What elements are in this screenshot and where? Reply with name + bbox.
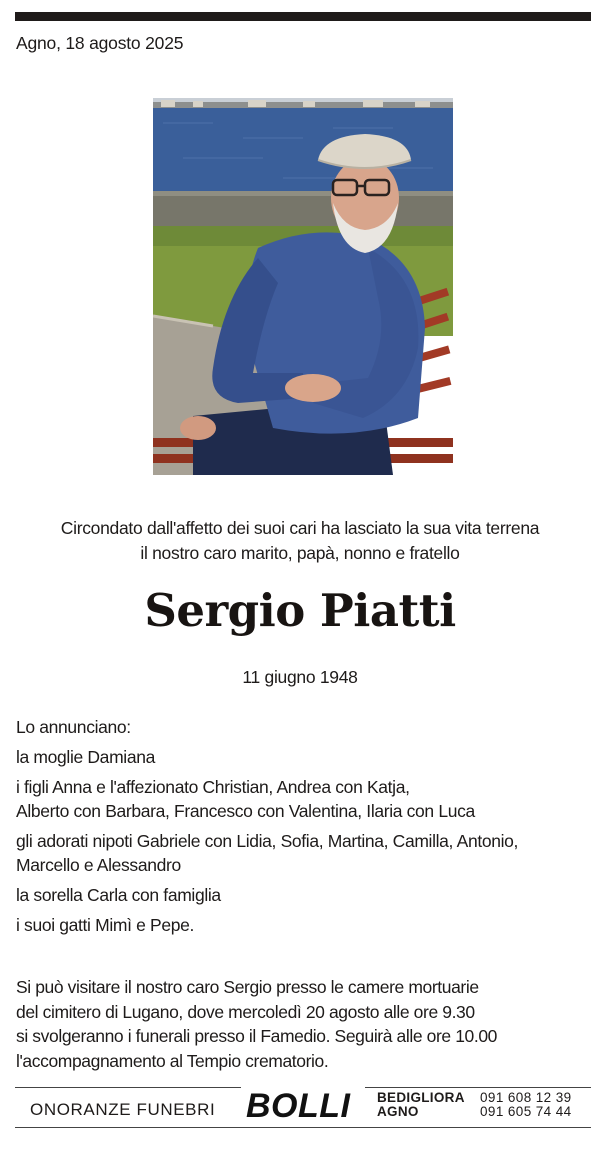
top-rule xyxy=(15,12,591,21)
portrait-photo xyxy=(153,98,453,475)
funeral-home-phones xyxy=(480,1091,572,1119)
notice-date: Agno, 18 agosto 2025 xyxy=(16,33,184,53)
funeral-home-cities xyxy=(377,1091,465,1119)
announcement-heading: Lo annunciano: xyxy=(16,717,131,737)
announcement-line xyxy=(16,775,586,823)
announcement-block xyxy=(16,715,586,943)
announcement-line-part: Marcello e Alessandro xyxy=(16,855,181,875)
funeral-home-footer xyxy=(15,1087,591,1129)
announcement-line: la sorella Carla con famiglia xyxy=(16,885,221,905)
birth-date: 11 giugno 1948 xyxy=(242,667,358,687)
deceased-name: Sergio Piatti xyxy=(144,584,456,637)
funeral-line: del cimitero di Lugano, dove mercoledì 20 agosto alle ore 9.30 xyxy=(16,1001,475,1022)
footer-bottom-rule xyxy=(15,1127,591,1128)
phone-number: 091 605 74 44 xyxy=(480,1104,572,1119)
phone-number: 091 608 12 39 xyxy=(480,1090,572,1105)
funeral-line: Si può visitare il nostro caro Sergio presso le camere mortuarie xyxy=(16,977,479,997)
footer-rule xyxy=(365,1087,591,1088)
footer-rule xyxy=(15,1087,241,1088)
announcement-line-part: Alberto con Barbara, Francesco con Valentina, Ilaria con Luca xyxy=(16,801,475,821)
announcement-line: la moglie Damiana xyxy=(16,747,155,767)
intro-text xyxy=(0,516,600,566)
intro-line: Circondato dall'affetto dei suoi cari ha lasciato la sua vita terrena xyxy=(60,518,540,538)
city-name: BEDIGLIORA xyxy=(377,1090,465,1105)
funeral-line: l'accompagnamento al Tempio crematorio. xyxy=(16,1050,329,1071)
announcement-line-part: gli adorati nipoti Gabriele con Lidia, Sofia, Martina, Camilla, Antonio, xyxy=(16,831,519,851)
announcement-line: i suoi gatti Mimì e Pepe. xyxy=(16,915,194,935)
announcement-line xyxy=(16,829,586,877)
funeral-line: si svolgeranno i funerali presso il Famedio. Seguirà alle ore 10.00 xyxy=(16,1026,497,1046)
funeral-home-brand: BOLLI xyxy=(246,1087,351,1125)
announcement-line-part: i figli Anna e l'affezionato Christian, Andrea con Katja, xyxy=(16,777,410,797)
city-name: AGNO xyxy=(377,1104,419,1119)
intro-line: il nostro caro marito, papà, nonno e fratello xyxy=(140,543,460,563)
funeral-details xyxy=(16,975,586,1073)
funeral-home-label: ONORANZE FUNEBRI xyxy=(30,1100,216,1119)
